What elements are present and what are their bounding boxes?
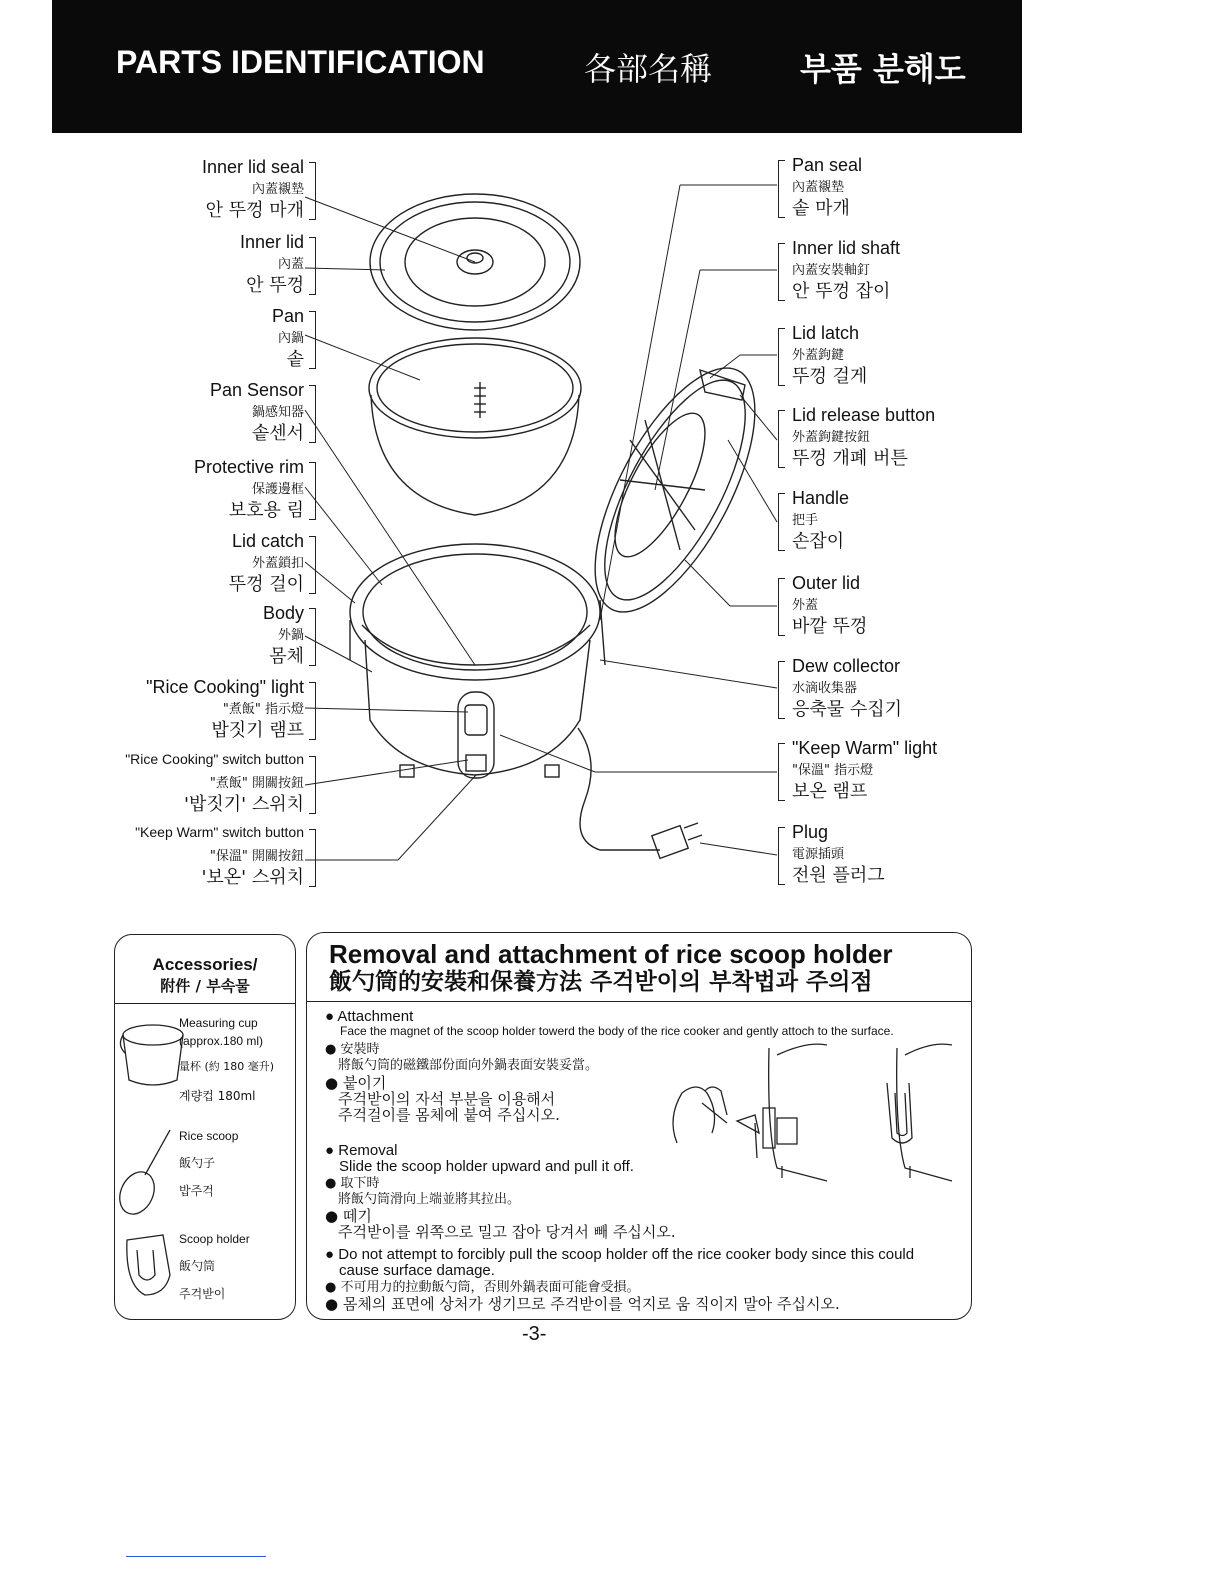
rice-scoop-icon [115, 1130, 170, 1220]
label-bracket [309, 829, 316, 887]
measuring-cup-capacity: (approx.180 ml) [179, 1034, 264, 1048]
part-label-ko: 솥 [286, 349, 304, 370]
label-bracket [309, 162, 316, 220]
part-label-en: "Keep Warm" switch button [135, 824, 304, 840]
part-label-ko: 응축물 수집기 [792, 699, 903, 720]
page-title-en: PARTS IDENTIFICATION [116, 44, 485, 80]
label-bracket [778, 493, 785, 551]
remove-text: Slide the scoop holder upward and pull it off. [339, 1158, 634, 1175]
part-label-ko: 바깥 뚜껑 [792, 616, 868, 637]
label-bracket [778, 328, 785, 386]
label-bracket [778, 160, 785, 218]
part-label-zh: "保溫" 開關按鈕 [209, 849, 304, 864]
accessory-icons [115, 935, 295, 1315]
left-part-label-group [44, 307, 304, 373]
label-bracket [778, 243, 785, 301]
part-label-en: Inner lid [239, 232, 304, 252]
remove-ko-heading: ● 떼기 [325, 1207, 372, 1225]
scoop-holder-zh: 飯勺筒 [179, 1259, 216, 1273]
warning-zh: ● 不可用力的拉動飯勺筒，否則外鍋表面可能會受損。 [325, 1280, 640, 1295]
measuring-cup-zh: 量杯 (約 180 毫升) [179, 1060, 275, 1073]
left-part-label-group [44, 678, 304, 744]
accessories-subtitle: 附件 / 부속물 [160, 977, 250, 995]
scoop-holder-illustrations [307, 933, 971, 1319]
warning-en-line1: ● Do not attempt to forcibly pull the scoop holder off the rice cooker body since this could [325, 1246, 915, 1263]
part-label-ko: '밥짓기' 스위치 [184, 794, 304, 815]
remove-zh-heading: ● 取下時 [325, 1176, 380, 1191]
part-label-zh: "煮飯" 指示燈 [222, 702, 304, 717]
removal-panel [306, 932, 972, 1320]
label-bracket [778, 410, 785, 468]
part-label-ko: 밥짓기 램프 [211, 720, 304, 741]
body-drawing [350, 544, 702, 858]
removal-title-en: Removal and attachment of rice scoop holder [329, 939, 893, 969]
rice-scoop-zh: 飯勺子 [179, 1156, 216, 1170]
left-part-label-group [44, 233, 304, 299]
accessories-panel [114, 934, 296, 1320]
part-label-zh: 把手 [792, 513, 819, 528]
warning-en-line2: cause surface damage. [339, 1262, 495, 1279]
part-label-en: Inner lid seal [201, 157, 304, 177]
label-bracket [309, 536, 316, 594]
part-label-zh: 水滴收集器 [792, 681, 858, 696]
right-part-label-group [792, 657, 1052, 723]
part-label-ko: 안 뚜껑 [246, 275, 304, 296]
remove-zh-text: 將飯勺筒滑向上端並將其拉出。 [338, 1192, 521, 1207]
part-label-zh: 保護邊框 [251, 482, 304, 497]
part-label-zh: 內蓋襯墊 [251, 182, 304, 197]
label-bracket [778, 578, 785, 636]
part-label-en: Outer lid [792, 573, 861, 593]
part-label-zh: 外蓋鉤鍵按鈕 [792, 430, 871, 445]
left-part-label-group [44, 825, 304, 891]
label-bracket [309, 385, 316, 443]
cooker-side-right-icon [887, 1044, 952, 1181]
rice-scoop-label: Rice scoop [179, 1129, 239, 1143]
label-bracket [309, 608, 316, 666]
part-label-en: Inner lid shaft [792, 238, 901, 258]
part-label-ko: 손잡이 [792, 531, 845, 552]
part-label-zh: "保溫" 指示燈 [792, 763, 874, 778]
part-label-ko: 솥센서 [251, 423, 304, 444]
rice-scoop-ko: 밥주걱 [179, 1184, 214, 1198]
attach-zh-text: 將飯勺筒的磁鐵部份面向外鍋表面安裝妥當。 [338, 1058, 599, 1073]
part-label-zh: 外蓋 [792, 598, 819, 613]
part-label-en: Body [262, 603, 304, 623]
part-label-zh: "煮飯" 開關按鈕 [209, 776, 304, 791]
part-label-en: Lid catch [231, 531, 304, 551]
accessories-title: Accessories/ [152, 955, 258, 974]
label-bracket [309, 311, 316, 369]
part-label-en: Protective rim [193, 457, 304, 477]
part-label-en: "Keep Warm" light [792, 738, 938, 758]
part-label-ko: 뚜껑 걸게 [792, 366, 868, 387]
attach-zh-heading: ● 安裝時 [325, 1042, 380, 1057]
part-label-en: Pan Sensor [209, 380, 304, 400]
right-part-label-group [792, 489, 1052, 555]
part-label-ko: 안 뚜껑 잡이 [792, 281, 891, 302]
part-label-zh: 內蓋安裝軸釘 [792, 263, 871, 278]
part-label-zh: 內蓋 [277, 257, 304, 272]
measuring-cup-label: Measuring cup [179, 1016, 258, 1030]
part-label-zh: 內蓋襯墊 [792, 180, 845, 195]
outer-lid-drawing [563, 345, 787, 635]
part-label-ko: 솥 마개 [792, 198, 850, 219]
attach-ko-line1: 주걱받이의 자석 부분을 이용해서 [338, 1090, 556, 1108]
label-bracket [309, 756, 316, 814]
label-bracket [309, 682, 316, 740]
part-label-ko: 전원 플러그 [792, 865, 885, 886]
attach-text: Face the magnet of the scoop holder towerd the body of the rice cooker and gently attoch to the surface. [340, 1024, 894, 1038]
left-part-label-group [44, 458, 304, 524]
part-label-en: Lid release button [792, 405, 936, 425]
left-part-label-group [44, 532, 304, 598]
attach-arrow-icon [737, 1115, 759, 1158]
right-part-label-group [792, 156, 1052, 222]
left-part-label-group [44, 381, 304, 447]
leader-lines [305, 185, 777, 860]
part-label-zh: 電源插頭 [792, 847, 845, 862]
part-label-zh: 外鍋 [277, 628, 304, 643]
attach-ko-line2: 주걱걸이를 몸체에 붙여 주십시오. [338, 1106, 560, 1124]
right-part-label-group [792, 574, 1052, 640]
label-bracket [778, 743, 785, 801]
scoop-holder-ko: 주걱받이 [179, 1287, 226, 1301]
part-label-zh: 內鍋 [277, 331, 304, 346]
remove-ko-text: 주걱받이를 위쪽으로 밀고 잡아 당겨서 빼 주십시오. [338, 1223, 676, 1241]
right-part-label-group [792, 406, 1052, 472]
left-part-label-group [44, 158, 304, 224]
part-label-en: "Rice Cooking" switch button [125, 751, 304, 767]
part-label-ko: 뚜껑 개폐 버튼 [792, 448, 908, 469]
part-label-en: Pan [271, 306, 304, 326]
part-label-ko: 뚜껑 걸이 [228, 574, 304, 595]
left-part-label-group [44, 752, 304, 818]
scoop-holder-label: Scoop holder [179, 1232, 250, 1246]
part-label-ko: 보호용 림 [228, 500, 304, 521]
attach-heading: ● Attachment [325, 1008, 414, 1025]
part-label-zh: 鍋感知器 [251, 405, 304, 420]
part-label-en: Plug [792, 822, 829, 842]
part-label-en: "Rice Cooking" light [146, 677, 304, 697]
part-label-en: Handle [792, 488, 850, 508]
right-part-label-group [792, 324, 1052, 390]
attach-ko-heading: ● 붙이기 [325, 1074, 387, 1092]
part-label-zh: 外蓋鉤鍵 [792, 348, 845, 363]
header-banner [52, 0, 1022, 133]
part-label-ko: 안 뚜껑 마개 [205, 200, 304, 221]
page-number: -3- [522, 1323, 547, 1345]
right-part-label-group [792, 739, 1052, 805]
part-label-en: Pan seal [792, 155, 863, 175]
remove-heading: ● Removal [325, 1142, 398, 1159]
pan-drawing [369, 338, 581, 515]
part-label-en: Lid latch [792, 323, 860, 343]
part-label-zh: 外蓋鎖扣 [251, 556, 304, 571]
inner-lid-drawing [370, 194, 580, 330]
label-bracket [778, 661, 785, 719]
label-bracket [309, 462, 316, 520]
label-bracket [309, 237, 316, 295]
left-part-label-group [44, 604, 304, 670]
measuring-cup-ko: 계량컵 180ml [179, 1089, 256, 1103]
scoop-holder-icon [127, 1235, 170, 1295]
part-label-ko: '보온' 스위치 [201, 867, 304, 888]
label-bracket [778, 827, 785, 885]
page-title-ko: 부품 분해도 [800, 50, 966, 88]
footer-rule [126, 1556, 266, 1557]
measuring-cup-icon [120, 1025, 183, 1085]
cooker-side-left-icon [763, 1044, 827, 1181]
warning-ko: ● 몸체의 표면에 상처가 생기므로 주걱받이를 억지로 움 직이지 말아 주십시오. [325, 1295, 840, 1313]
removal-title-cjk: 飯勺筒的安裝和保養方法 주걱받이의 부착법과 주의점 [329, 969, 873, 995]
hand-icon [673, 1087, 727, 1143]
page-title-zh: 各部名稱 [584, 50, 713, 88]
part-label-en: Dew collector [792, 656, 901, 676]
part-label-ko: 몸체 [269, 646, 304, 667]
part-label-ko: 보온 램프 [792, 781, 868, 802]
right-part-label-group [792, 239, 1052, 305]
right-part-label-group [792, 823, 1052, 889]
